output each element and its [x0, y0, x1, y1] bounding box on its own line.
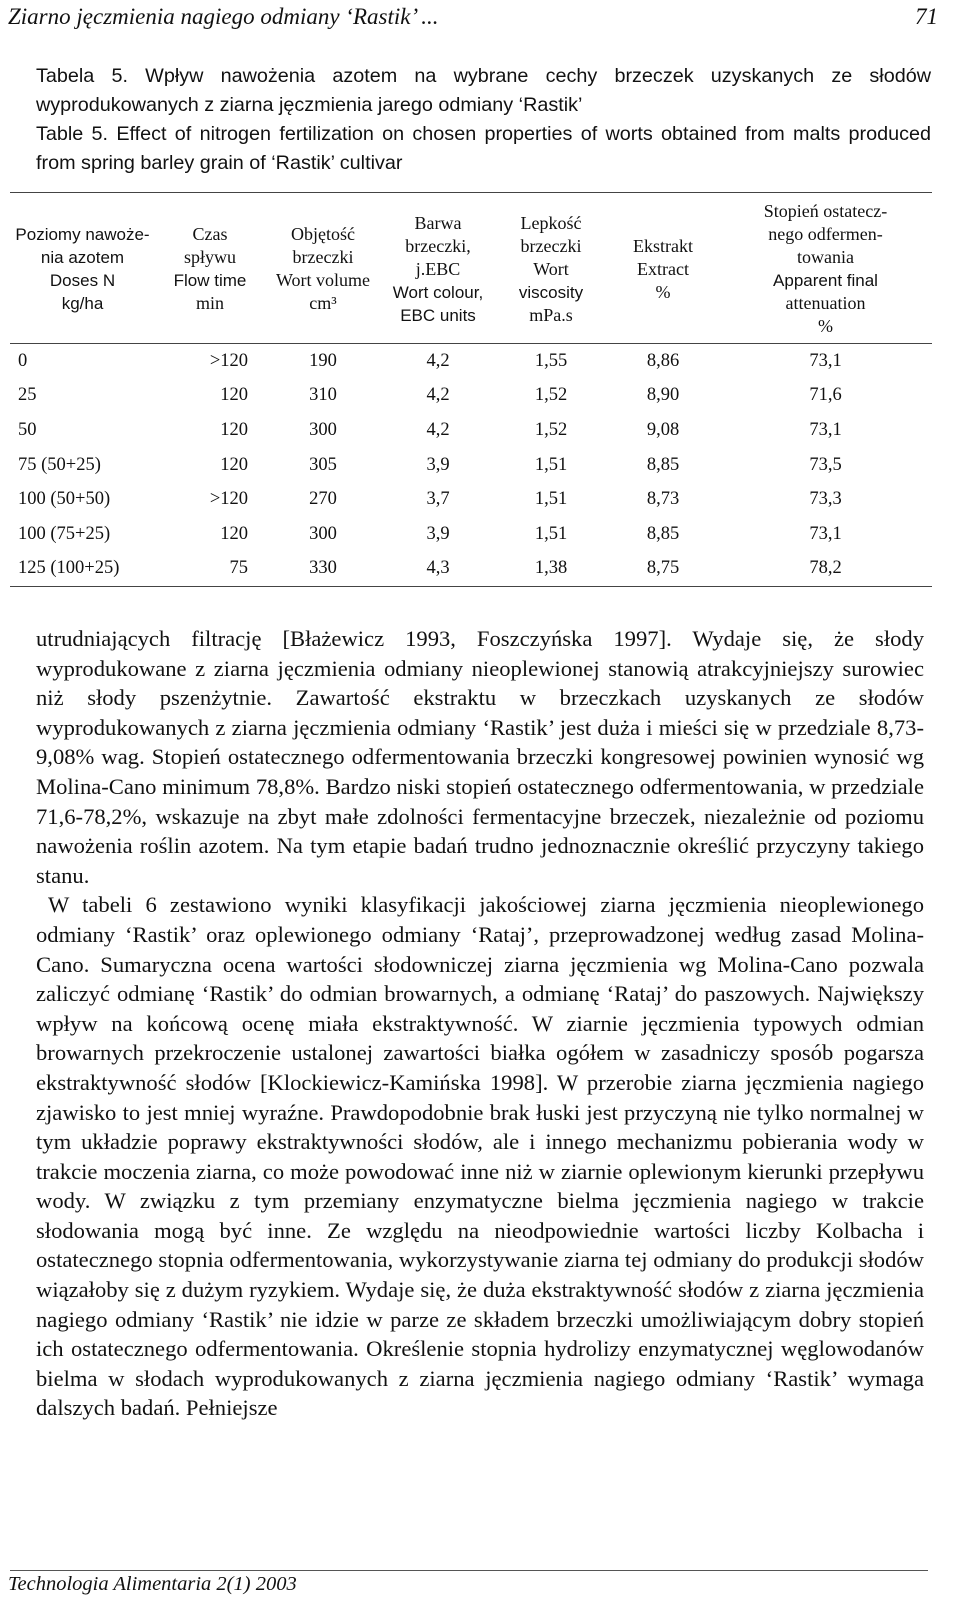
table-cell: 4,2 — [426, 385, 450, 406]
header-wort-colour: Barwa brzeczki, j.EBC Wort colour, EBC units — [381, 193, 495, 344]
data-table — [10, 192, 932, 587]
table-cell: 190 — [309, 350, 337, 371]
table-cell: 1,38 — [534, 558, 568, 579]
table-cell: 100 (75+25) — [18, 523, 111, 544]
table-cell: 75 — [229, 558, 248, 579]
table-cell: 78,2 — [809, 558, 842, 579]
table-row — [10, 482, 932, 517]
table-cell: 1,51 — [534, 523, 568, 544]
table-cell: 1,51 — [534, 454, 568, 475]
table-cell: 300 — [309, 523, 337, 544]
table-row — [10, 448, 932, 483]
table-cell: 71,6 — [809, 385, 842, 406]
header-nitrogen-dose: Poziomy nawoże- nia azotem Doses N kg/ha — [10, 193, 155, 344]
table-cell: >120 — [209, 350, 248, 371]
table-cell: 3,7 — [426, 489, 450, 510]
table-cell: 8,86 — [646, 350, 680, 371]
table-cell: 120 — [220, 419, 248, 440]
table-cell: 125 (100+25) — [18, 558, 120, 579]
table-row — [10, 552, 932, 587]
table-cell: 1,51 — [534, 489, 568, 510]
table-cell: 0 — [18, 350, 28, 371]
table-cell: 73,1 — [809, 523, 842, 544]
table-row — [10, 344, 932, 379]
table-cell: 73,1 — [809, 419, 842, 440]
table-cell: 9,08 — [646, 419, 680, 440]
table-cell: 8,90 — [646, 385, 680, 406]
running-title: Ziarno jęczmienia nagiego odmiany ‘Rastik’ ... — [8, 4, 439, 29]
table-cell: 1,55 — [534, 350, 568, 371]
caption-english: Table 5. Effect of nitrogen fertilization on chosen properties of worts obtained from malts produced from spring barley grain of ‘Rastik’ cultivar — [36, 123, 931, 174]
table-bottom-rule — [10, 586, 932, 587]
table-row — [10, 413, 932, 448]
table-cell: 73,5 — [809, 454, 842, 475]
header-attenuation: Stopień ostatecz- nego odfermen- towania Apparent final attenuation % — [719, 193, 932, 344]
paragraph: W tabeli 6 zestawiono wyniki klasyfikacji jakościowej ziarna jęczmienia nieoplewionego odmiany ‘Rastik’ oraz oplewionego odmiany ‘Rataj’, przeprowadzonej według zasad Molina-Cano. Sumaryczna ocena wartości słodowniczej ziarna jęczmienia wg Molina-Cano pozwala zaliczyć odmianę ‘Rastik’ do odmian browarnych, a odmianę ‘Rataj’ do paszowych. Największy wpływ na końcową ocenę miała ekstraktywność. W ziarnie jęczmienia typowych odmian browarnych przekroczenie ustalonej zawartości białka ogółem w zasadniczy sposób pogarsza ekstraktywność słodów [Klockiewicz-Kamińska 1998]. W przerobie ziarna jęczmienia nagiego zjawisko to jest mniej wyraźne. Prawdopodobnie brak łuski jest przyczyną nie tylko normalnej w tym układzie poprawy ekstraktywności słodów, ale i innego mechanizmu pobierania wody w trakcie moczenia ziarna, co może powodować inne niż w ziarnie oplewionym kierunki przepływu wody. W związku z tym przemiany enzymatyczne bielma jęczmienia nagiego w trakcie słodowania mogą być inne. Ze względu na nieodpowiednie wartości liczby Kolbacha i ostatecznego stopnia odfermentowania, wykorzystywanie ziarna tej odmiany do produkcji słodów wiązałoby się z dużym ryzykiem. Wydaje się, że duża ekstraktywność słodów z ziarna jęczmienia nagiego odmiany ‘Rastik’ nie idzie w parze ze składem brzeczki umożliwiającym dobry stopień ich ostatecznego odfermentowania. Określenie stopnia hydrolizy enzymatycznej węglowodanów bielma w słodach wyprodukowanych z ziarna jęczmienia nagiego odmiany ‘Rastik’ wymaga dalszych badań. Pełniejsze — [36, 892, 924, 1421]
table-cell: 4,2 — [426, 350, 450, 371]
table-cell: 120 — [220, 385, 248, 406]
table-cell: 300 — [309, 419, 337, 440]
table-cell: 8,85 — [646, 454, 680, 475]
table-cell: 25 — [18, 385, 37, 406]
table-cell: 120 — [220, 454, 248, 475]
table-cell: 8,85 — [646, 523, 680, 544]
table-caption — [36, 62, 931, 178]
table-cell: 8,75 — [646, 558, 680, 579]
footer-rule — [10, 1570, 928, 1571]
body-text — [36, 624, 924, 1423]
table-cell: 1,52 — [534, 419, 568, 440]
table-cell: 73,3 — [809, 489, 842, 510]
table-cell: 75 (50+25) — [18, 454, 101, 475]
header-flow-time: Czas spływu Flow time min — [155, 193, 265, 344]
table-cell: 50 — [18, 419, 37, 440]
caption-polish: Tabela 5. Wpływ nawożenia azotem na wybrane cechy brzeczek uzyskanych ze słodów wyprodukowanych z ziarna jęczmienia jarego odmiany ‘Rastik’ — [36, 65, 931, 116]
table-cell: 1,52 — [534, 385, 568, 406]
table-cell: 4,2 — [426, 419, 450, 440]
table-row — [10, 517, 932, 552]
table-cell: 330 — [309, 558, 337, 579]
table-cell: 270 — [309, 489, 337, 510]
header-wort-volume: Objętość brzeczki Wort volume cm³ — [265, 193, 381, 344]
table-cell: 8,73 — [646, 489, 680, 510]
table-cell: 3,9 — [426, 523, 450, 544]
table-cell: 3,9 — [426, 454, 450, 475]
table-cell: 73,1 — [809, 350, 842, 371]
header-wort-viscosity: Lepkość brzeczki Wort viscosity mPa.s — [495, 193, 607, 344]
table-cell: 120 — [220, 523, 248, 544]
header-extract: Ekstrakt Extract % — [607, 193, 719, 344]
table-cell: >120 — [209, 489, 248, 510]
table-cell: 305 — [309, 454, 337, 475]
journal-footer: Technologia Alimentaria 2(1) 2003 — [8, 1573, 297, 1595]
table-cell: 100 (50+50) — [18, 489, 111, 510]
paragraph: utrudniających filtrację [Błażewicz 1993, Foszczyńska 1997]. Wydaje się, że słody wyprodukowane z ziarna jęczmienia odmiany nieoplewionej stanowią atrakcyjniejszy surowiec niż słody pszenżytnie. Zawartość ekstraktu w brzeczkach uzyskanych ze słodów wyprodukowanych z ziarna jęczmienia odmiany ‘Rastik’ jest duża i mieści się w przedziale 8,73-9,08% wag. Stopień ostatecznego odfermentowania brzeczki kongresowej powinien wynosić wg Molina-Cano minimum 78,8%. Bardzo niski stopień ostatecznego odfermentowania, w przedziale 71,6-78,2%, wskazuje na zbyt małe zdolności fermentacyjne brzeczek, niezależnie od poziomu nawożenia roślin azotem. Na tym etapie badań trudno jednoznacznie określić przyczyny takiego stanu. — [36, 626, 924, 888]
page-number: 71 — [915, 4, 938, 29]
running-header — [8, 0, 938, 34]
table-cell: 4,3 — [426, 558, 450, 579]
table-row — [10, 379, 932, 414]
table-header-row — [10, 193, 932, 344]
table-cell: 310 — [309, 385, 337, 406]
